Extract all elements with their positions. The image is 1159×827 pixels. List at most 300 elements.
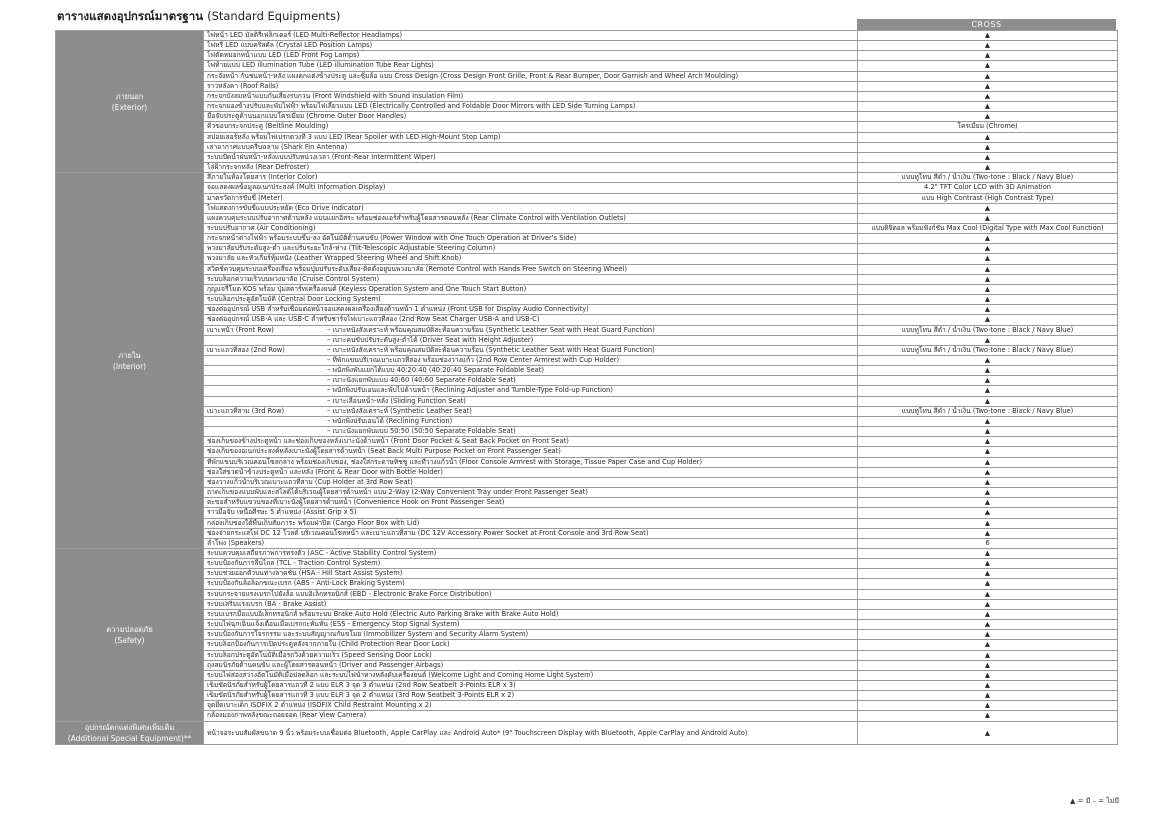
item-description: ระบบป้องกันการลื่นไถล (TCL - Traction Control System) — [207, 559, 381, 568]
cross-value-cell: 4.2" TFT Color LCD with 3D Animation — [858, 183, 1118, 193]
cross-value-cell: ▲ — [858, 640, 1118, 650]
item-description: มาตรวัดการขับขี่ (Meter) — [207, 193, 283, 202]
item-description-cell — [204, 701, 858, 711]
table-row — [56, 447, 1118, 457]
table-row — [56, 142, 1118, 152]
category-name-english: (Additional Special Equipment)** — [67, 733, 192, 743]
item-description: – เบาะหนังสังเคราะห์ (Synthetic Leather Seat) — [327, 406, 472, 415]
item-description: ช่องต่ออุปกรณ์ USB-A และ USB-C สำหรับชาร์จไฟเบาะแถวที่สอง (2nd Row Seat Charger USB-A and USB-C) — [207, 315, 540, 324]
table-row — [56, 376, 1118, 386]
item-description-cell — [204, 427, 858, 437]
item-description: สีภายในห้องโดยสาร (Interior Color) — [207, 173, 318, 182]
table-row — [56, 223, 1118, 233]
cross-value-cell: ▲ — [858, 61, 1118, 71]
item-description-cell — [204, 81, 858, 91]
cross-value-cell: ▲ — [858, 447, 1118, 457]
table-row — [56, 61, 1118, 71]
item-subgroup — [204, 336, 327, 345]
cross-value-cell: ▲ — [858, 701, 1118, 711]
cross-value-cell: ▲ — [858, 488, 1118, 498]
cross-value-cell: ▲ — [858, 650, 1118, 660]
table-row — [56, 528, 1118, 538]
item-description-cell — [204, 183, 858, 193]
table-row — [56, 416, 1118, 426]
item-description: ระบบกระจายแรงเบรกไปยังล้อ แบบอิเล็กทรอนิกส์ (EBD - Electronic Brake Force Distribution) — [207, 589, 492, 598]
table-row — [56, 173, 1118, 183]
legend-note: ▲ = มี – = ไม่มี — [1070, 797, 1120, 805]
item-description-cell — [204, 315, 858, 325]
item-description-cell — [204, 609, 858, 619]
cross-value-cell: ▲ — [858, 41, 1118, 51]
title-thai: ตารางแสดงอุปกรณ์มาตรฐาน — [57, 9, 204, 23]
item-description: – พนักพิงปรับเอนและพับไปด้านหน้า (Reclining Adjuster and Tumble-Type Fold-up Function) — [327, 386, 613, 395]
item-description: มือจับประตูด้านนอกแบบโครเมียม (Chrome Outer Door Handles) — [207, 112, 407, 121]
table-row — [56, 345, 1118, 355]
table-row — [56, 457, 1118, 467]
item-description-cell — [204, 274, 858, 284]
table-row — [56, 406, 1118, 416]
cross-value-cell: ▲ — [858, 284, 1118, 294]
item-description: – พนักพิงปรับเอนได้ (Reclining Function) — [327, 416, 453, 425]
item-description-cell — [204, 284, 858, 294]
item-description: ไล่ฝ้ากระจกหลัง (Rear Defroster) — [207, 163, 310, 172]
item-subgroup: เบาะหน้า (Front Row) — [207, 325, 274, 334]
table-row — [56, 305, 1118, 315]
item-description: จุดยึดเบาะเด็ก ISOFIX 2 ตำแหน่ง (ISOFIX Child Restraint Mounting x 2) — [207, 701, 432, 710]
item-description: – เบาะหนังสังเคราะห์ พร้อมคุณสมบัติสะท้อนความร้อน (Synthetic Leather Seat with Heat Guard Function) — [327, 345, 655, 354]
title-english: (Standard Equipments) — [207, 9, 341, 23]
category-name-english: (Interior) — [112, 361, 147, 371]
item-description: ไฟท้ายแบบ LED illumination Tube (LED illumination Tube Rear Lights) — [207, 61, 434, 70]
item-description: แผงควบคุมระบบปรับอากาศด้านหลัง แบบแยกอิสระ พร้อมช่องแอร์สำหรับผู้โดยสารตอนหลัง (Rear Climate Control with Ventilation Outlets) — [207, 213, 626, 222]
cross-value-cell: แบบดิจิตอล พร้อมฟังก์ชัน Max Cool (Digital Type with Max Cool Function) — [858, 223, 1118, 233]
cross-value-cell: ▲ — [858, 91, 1118, 101]
item-description-cell — [204, 579, 858, 589]
item-description-cell — [204, 508, 858, 518]
item-description: ไฟหรี่ LED แบบคริสตัล (Crystal LED Position Lamps) — [207, 41, 373, 50]
item-description-cell — [204, 711, 858, 721]
table-row — [56, 315, 1118, 325]
cross-value-cell: แบบ High Contrast (High Contrast Type) — [858, 193, 1118, 203]
item-subgroup — [204, 386, 327, 395]
item-subgroup — [204, 376, 327, 385]
cross-value-cell: ▲ — [858, 356, 1118, 366]
cross-value-cell: ▲ — [858, 630, 1118, 640]
item-description-cell — [204, 325, 858, 335]
cross-value-cell: ▲ — [858, 274, 1118, 284]
table-row — [56, 102, 1118, 112]
item-description: ราวมือจับ เหนือศีรษะ 5 ตำแหน่ง (Assist Grip x 5) — [207, 508, 357, 517]
cross-value-cell: ▲ — [858, 559, 1118, 569]
table-row — [56, 356, 1118, 366]
item-description: – เบาะเลื่อนหน้า-หลัง (Sliding Function Seat) — [327, 396, 466, 405]
item-description-cell — [204, 721, 858, 744]
table-row — [56, 244, 1118, 254]
item-description-cell — [204, 518, 858, 528]
item-description-cell — [204, 234, 858, 244]
cross-value-cell: ▲ — [858, 335, 1118, 345]
item-description: ระบบล็อกความเร็วบนพวงมาลัย (Cruise Control System) — [207, 274, 380, 283]
equipment-table — [55, 30, 1118, 745]
table-row — [56, 427, 1118, 437]
cross-value-cell: แบบทูโทน สีดำ / น้ำเงิน (Two-tone : Black / Navy Blue) — [858, 345, 1118, 355]
item-description: กล้องมองภาพหลังขณะถอยจอด (Rear View Camera) — [207, 711, 367, 720]
item-description: – เบาะหนังสังเคราะห์ พร้อมคุณสมบัติสะท้อนความร้อน (Synthetic Leather Seat with Heat Guard Function) — [327, 325, 655, 334]
item-description: ไฟแสดงการขับขี่แบบประหยัด (Eco Drive Indicator) — [207, 203, 364, 212]
table-row — [56, 701, 1118, 711]
cross-value-cell: ▲ — [858, 81, 1118, 91]
item-description: สปอยเลอร์หลัง พร้อมไฟเบรกดวงที่ 3 แบบ LED (Rear Spoiler with LED High-Mount Stop Lamp) — [207, 132, 501, 141]
cross-value-cell: ▲ — [858, 620, 1118, 630]
table-row — [56, 213, 1118, 223]
table-row — [56, 51, 1118, 61]
cross-value-cell: ▲ — [858, 305, 1118, 315]
item-description: ช่องต่ออุปกรณ์ USB สำหรับเชื่อมต่อหน้าจอแสดงผลเครื่องเสียงด้านหน้า 1 ตำแหน่ง (Front USB for Display Audio Connectivity) — [207, 305, 589, 314]
item-description-cell — [204, 244, 858, 254]
item-description-cell — [204, 670, 858, 680]
cross-value-cell: ▲ — [858, 508, 1118, 518]
item-description: พวงมาลัยปรับระดับสูง-ต่ำ และปรับระยะใกล้-ห่าง (Tilt-Telescopic Adjustable Steering Column) — [207, 244, 496, 253]
item-description-cell — [204, 396, 858, 406]
table-row — [56, 203, 1118, 213]
item-description: จอแสดงผลข้อมูลอเนกประสงค์ (Multi Information Display) — [207, 183, 386, 192]
table-row — [56, 488, 1118, 498]
table-row — [56, 630, 1118, 640]
item-description: ช่องวางแก้วน้ำบริเวณเบาะแถวที่สาม (Cup Holder at 3rd Row Seat) — [207, 477, 413, 486]
cross-value-cell: ▲ — [858, 569, 1118, 579]
cross-value-cell: ▲ — [858, 427, 1118, 437]
cross-value-cell: ▲ — [858, 254, 1118, 264]
table-row — [56, 620, 1118, 630]
item-subgroup — [204, 356, 327, 365]
cross-value-cell: ▲ — [858, 132, 1118, 142]
item-description-cell — [204, 254, 858, 264]
item-description: – ที่พักแขนบริเวณเบาะแถวที่สอง พร้อมช่องวางแก้ว (2nd Row Center Armrest with Cup Holder) — [327, 356, 620, 364]
item-description-cell — [204, 295, 858, 305]
cross-value-cell: ▲ — [858, 142, 1118, 152]
item-description: ระบบปรับอากาศ (Air Conditioning) — [207, 223, 316, 232]
item-description-cell — [204, 559, 858, 569]
table-row — [56, 193, 1118, 203]
cross-value-cell: ▲ — [858, 528, 1118, 538]
cross-value-cell: ▲ — [858, 681, 1118, 691]
table-row — [56, 295, 1118, 305]
item-description: ช่องเก็บของอเนกประสงค์หลังเบาะนั่งผู้โดยสารด้านหน้า (Seat Back Multi Purpose Pocket on Front Passenger Seat) — [207, 447, 561, 456]
category-name-thai: ภายใน — [118, 350, 141, 360]
cross-value-cell: ▲ — [858, 548, 1118, 558]
item-description: ระบบช่วยออกตัวบนทางลาดชัน (HSA - Hill Start Assist System) — [207, 569, 403, 578]
item-description-cell — [204, 681, 858, 691]
table-row — [56, 579, 1118, 589]
item-description-cell — [204, 122, 858, 132]
item-description-cell — [204, 569, 858, 579]
item-description: พวงมาลัย และหัวเกียร์หุ้มหนัง (Leather Wrapped Steering Wheel and Shift Knob) — [207, 254, 462, 263]
item-description-cell — [204, 203, 858, 213]
item-description-cell — [204, 102, 858, 112]
item-description-cell — [204, 305, 858, 315]
cross-value-cell: ▲ — [858, 234, 1118, 244]
cross-value-cell: ▲ — [858, 163, 1118, 173]
cross-value-cell: ▲ — [858, 660, 1118, 670]
item-description-cell — [204, 467, 858, 477]
table-row — [56, 609, 1118, 619]
item-description-cell — [204, 620, 858, 630]
table-row — [56, 366, 1118, 376]
table-row — [56, 112, 1118, 122]
item-description: เข็มขัดนิรภัยสำหรับผู้โดยสารแถวที่ 2 แบบ ELR 3 จุด 3 ตำแหน่ง (2nd Row Seatbelt 3-Points ELR x 3) — [207, 681, 516, 689]
item-description-cell — [204, 548, 858, 558]
category-cell — [56, 173, 204, 549]
item-description-cell — [204, 264, 858, 274]
item-description-cell — [204, 691, 858, 701]
table-row — [56, 264, 1118, 274]
category-name-thai: ภายนอก — [115, 91, 144, 101]
item-subgroup — [204, 427, 327, 436]
item-description: ระบบล็อกประตูอัตโนมัติเมื่อรถวิ่งด้วยความเร็ว (Speed Sensing Door Lock) — [207, 650, 432, 659]
cross-value-cell: ▲ — [858, 213, 1118, 223]
item-subgroup — [204, 397, 327, 406]
item-description: กระจังหน้า กันชนหน้า-หลัง แผงตกแต่งข้างประตู และซุ้มล้อ แบบ Cross Design (Cross Design Front Grille, Front & Rear Bumper, Door Garnish and Wheel Arch Moulding) — [207, 71, 739, 80]
cross-value-cell: ▲ — [858, 264, 1118, 274]
item-description-cell — [204, 31, 858, 41]
item-description: ไฟตัดหมอกหน้าแบบ LED (LED Front Fog Lamps) — [207, 51, 360, 60]
item-description-cell — [204, 488, 858, 498]
item-description: ระบบล็อกป้องกันการเปิดประตูหลังจากภายใน (Child Protection Rear Door Lock) — [207, 640, 450, 649]
cross-value-cell: ▲ — [858, 609, 1118, 619]
cross-value-cell: แบบทูโทน สีดำ / น้ำเงิน (Two-tone : Black / Navy Blue) — [858, 325, 1118, 335]
item-description: ระบบป้องกันการโจรกรรม และระบบสัญญาณกันขโมย (Immobilizer System and Security Alarm System) — [207, 630, 529, 639]
category-name-thai: อุปกรณ์ตกแต่งพิเศษเพิ่มเติม — [84, 722, 175, 732]
item-description-cell — [204, 650, 858, 660]
item-description: ระบบล็อกประตูอัตโนมัติ (Central Door Locking System) — [207, 295, 381, 304]
cross-value-cell: ▲ — [858, 711, 1118, 721]
item-description: ช่องจ่ายกระแสไฟ DC 12 โวลต์ บริเวณคอนโซลหน้า และเบาะแถวที่สาม (DC 12V Accessory Power Socket at Front Console and 3rd Row Seat) — [207, 528, 649, 537]
category-name-english: (Safety) — [114, 635, 145, 645]
item-description-cell — [204, 538, 858, 548]
item-description: กล่องเก็บของใต้พื้นเก็บสัมภาระ พร้อมฝาปิด (Cargo Floor Box with Lid) — [207, 518, 420, 527]
item-description-cell — [204, 152, 858, 162]
item-description-cell — [204, 213, 858, 223]
item-description: – เบาะคนขับปรับระดับสูง-ต่ำได้ (Driver Seat with Height Adjuster) — [327, 335, 534, 344]
item-description-cell — [204, 223, 858, 233]
item-description: กุญแจรีโมต KOS พร้อม ปุ่มสตาร์ทเครื่องยนต์ (Keyless Operation System and One Touch Start Button) — [207, 284, 527, 293]
item-description-cell — [204, 447, 858, 457]
table-row — [56, 152, 1118, 162]
table-row — [56, 559, 1118, 569]
table-row — [56, 467, 1118, 477]
item-description-cell — [204, 142, 858, 152]
item-description: ลำโพง (Speakers) — [207, 538, 265, 547]
table-row — [56, 31, 1118, 41]
category-cell — [56, 548, 204, 721]
item-description-cell — [204, 660, 858, 670]
item-description-cell — [204, 477, 858, 487]
cross-value-cell: ▲ — [858, 721, 1118, 744]
cross-value-cell: ▲ — [858, 457, 1118, 467]
item-description-cell — [204, 112, 858, 122]
item-description: ระบบควบคุมเสถียรภาพการทรงตัว (ASC - Active Stability Control System) — [207, 548, 437, 557]
table-row — [56, 538, 1118, 548]
item-description-cell — [204, 528, 858, 538]
item-description-cell — [204, 132, 858, 142]
cross-value-cell: ▲ — [858, 376, 1118, 386]
table-row — [56, 518, 1118, 528]
table-row — [56, 498, 1118, 508]
item-description-cell — [204, 71, 858, 81]
table-row — [56, 681, 1118, 691]
table-row — [56, 569, 1118, 579]
table-row — [56, 41, 1118, 51]
item-description: ตะขอสำหรับแขวนของที่เบาะนั่งผู้โดยสารด้านหน้า (Convenience Hook on Front Passenger Seat) — [207, 498, 505, 507]
item-description-cell — [204, 51, 858, 61]
item-description: ช่องใส่ขวดน้ำข้างประตูหน้า และหลัง (Front & Rear Door with Bottle Holder) — [207, 467, 443, 476]
cross-value-cell: ▲ — [858, 437, 1118, 447]
item-description: กระจกมองข้างปรับและพับไฟฟ้า พร้อมไฟเลี้ยวแบบ LED (Electrically Controlled and Foldable Door Mirrors with LED Side Turning Lamps) — [207, 102, 636, 111]
table-row — [56, 335, 1118, 345]
cross-value-cell: ▲ — [858, 467, 1118, 477]
table-row — [56, 508, 1118, 518]
item-description: ระบบเบรกมือแบบอิเล็กทรอนิกส์ พร้อมระบบ Brake Auto Hold (Electric Auto Parking Brake with Brake Auto Hold) — [207, 609, 559, 618]
item-description: สวิตช์ควบคุมระบบเครื่องเสียง พร้อมปุ่มปรับระดับเสียง-ติดตั้งอยู่บนพวงมาลัย (Remote Control with Hands Free Switch on Steering Wheel) — [207, 264, 627, 273]
table-row — [56, 274, 1118, 284]
cross-value-cell: ▲ — [858, 71, 1118, 81]
cross-value-cell: ▲ — [858, 315, 1118, 325]
table-row — [56, 284, 1118, 294]
item-description-cell — [204, 193, 858, 203]
item-description: ระบบเสริมแรงเบรก (BA - Brake Assist) — [207, 599, 327, 608]
cross-value-cell: ▲ — [858, 112, 1118, 122]
cross-value-cell: ▲ — [858, 589, 1118, 599]
cross-value-cell: 6 — [858, 538, 1118, 548]
item-description: ระบบไฟส่องสว่างอัตโนมัติเมื่อปลดล็อก และระบบไฟนำทางหลังดับเครื่องยนต์ (Welcome Light and Coming Home Light System) — [207, 670, 594, 679]
item-description: เสาอากาศแบบครีบฉลาม (Shark Fin Antenna) — [207, 142, 348, 151]
item-subgroup — [204, 366, 327, 375]
cross-value-cell: แบบทูโทน สีดำ / น้ำเงิน (Two-tone : Black / Navy Blue) — [858, 173, 1118, 183]
item-description: กระจกหน้าต่างไฟฟ้า พร้อมระบบขึ้น-ลง อัตโนมัติด้านคนขับ (Power Window with One Touch Operation at Driver's Side) — [207, 234, 577, 243]
cross-value-cell: ▲ — [858, 31, 1118, 41]
category-name-english: (Exterior) — [111, 102, 148, 112]
category-name-thai: ความปลอดภัย — [106, 624, 153, 634]
item-description: ถาดเก็บของแบบพับและสไลด์ได้บริเวณผู้โดยสารด้านหน้า แบบ 2-Way (2-Way Convenient Tray under Front Passenger Seat) — [207, 488, 588, 497]
item-description: – พนักพิงพับแยกได้แบบ 40:20:40 (40:20:40 Separate Foldable Seat) — [327, 366, 545, 375]
cross-value-cell: แบบทูโทน สีดำ / น้ำเงิน (Two-tone : Black / Navy Blue) — [858, 406, 1118, 416]
item-description-cell — [204, 630, 858, 640]
item-description: กระจกบังลมหน้าแบบกันเสียงรบกวน (Front Windshield with Sound Insulation Film) — [207, 91, 464, 100]
item-description-cell — [204, 406, 858, 416]
table-row — [56, 234, 1118, 244]
table-row — [56, 71, 1118, 81]
item-description: – เบาะนั่งแยกพับแบบ 50:50 (50:50 Separate Foldable Seat) — [327, 427, 516, 436]
table-row — [56, 477, 1118, 487]
cross-value-cell: ▲ — [858, 518, 1118, 528]
item-subgroup: เบาะแถวที่สาม (3rd Row) — [207, 406, 285, 415]
item-description-cell — [204, 163, 858, 173]
column-header-cross: CROSS — [857, 19, 1116, 30]
item-description-cell — [204, 599, 858, 609]
table-row — [56, 254, 1118, 264]
table-row — [56, 437, 1118, 447]
table-row — [56, 122, 1118, 132]
item-description-cell — [204, 589, 858, 599]
item-subgroup: เบาะแถวที่สอง (2nd Row) — [207, 345, 285, 354]
item-description: ที่พักแขนบริเวณคอนโซลกลาง พร้อมช่องเก็บของ, ช่องใส่กระดาษทิชชู และที่วางแก้วน้ำ (Floor Console Armrest with Storage, Tissue Paper Case and Cup Holder) — [207, 457, 703, 466]
table-row — [56, 711, 1118, 721]
item-description: ช่องเก็บของข้างประตูหน้า และช่องเก็บของหลังเบาะนั่งด้านหน้า (Front Door Pocket & Seat Back Pocket on Front Seat) — [207, 437, 569, 446]
table-row — [56, 589, 1118, 599]
table-row — [56, 325, 1118, 335]
table-row — [56, 640, 1118, 650]
cross-value-cell: ▲ — [858, 477, 1118, 487]
cross-value-cell: ▲ — [858, 244, 1118, 254]
item-description: ไฟหน้า LED มัลติรีเฟล็กเตอร์ (LED Multi-Reflector Headlamps) — [207, 31, 403, 39]
cross-value-cell: ▲ — [858, 416, 1118, 426]
item-description: เข็มขัดนิรภัยสำหรับผู้โดยสารแถวที่ 3 แบบ ELR 3 จุด 2 ตำแหน่ง (3rd Row Seatbelt 3-Points ELR x 2) — [207, 691, 515, 700]
table-row — [56, 81, 1118, 91]
category-cell — [56, 721, 204, 744]
cross-value-cell: ▲ — [858, 51, 1118, 61]
item-description-cell — [204, 173, 858, 183]
item-description-cell — [204, 61, 858, 71]
table-row — [56, 548, 1118, 558]
item-description: ถุงลมนิรภัยด้านคนขับ และผู้โดยสารตอนหน้า (Driver and Passenger Airbags) — [207, 660, 444, 669]
table-row — [56, 650, 1118, 660]
cross-value-cell: ▲ — [858, 691, 1118, 701]
page-title — [57, 8, 340, 26]
table-row — [56, 132, 1118, 142]
item-description-cell — [204, 91, 858, 101]
cross-value-cell: ▲ — [858, 579, 1118, 589]
item-description-cell — [204, 345, 858, 355]
item-description: คิ้วขอบกระจกประตู (Beltline Moulding) — [207, 122, 329, 131]
item-description-cell — [204, 335, 858, 345]
item-description-cell — [204, 386, 858, 396]
cross-value-cell: ▲ — [858, 396, 1118, 406]
item-description: ระบบป้องกันล้อล็อกขณะเบรก (ABS - Anti-Lock Braking System) — [207, 579, 405, 588]
table-row — [56, 599, 1118, 609]
cross-value-cell: ▲ — [858, 102, 1118, 112]
item-description-cell — [204, 376, 858, 386]
item-description: หน้าจอระบบสัมผัสขนาด 9 นิ้ว พร้อมระบบเชื่อมต่อ Bluetooth, Apple CarPlay และ Android Auto* (9" Touchscreen Display with Bluetooth, Apple CarPlay and Android Auto) — [207, 728, 748, 737]
cross-value-cell: ▲ — [858, 498, 1118, 508]
item-description-cell — [204, 366, 858, 376]
category-cell — [56, 31, 204, 173]
cross-value-cell: ▲ — [858, 152, 1118, 162]
item-description-cell — [204, 640, 858, 650]
table-row — [56, 721, 1118, 744]
cross-value-cell: ▲ — [858, 366, 1118, 376]
item-description: ระบบไฟฉุกเฉินแจ้งเตือนเมื่อเบรกกะทันหัน (ESS - Emergency Stop Signal System) — [207, 620, 460, 629]
item-description-cell — [204, 457, 858, 467]
item-description: ระบบปัดน้ำฝนหน้า-หลังแบบปรับหน่วงเวลา (Front-Rear Intermittent Wiper) — [207, 152, 436, 161]
cross-value-cell: ▲ — [858, 203, 1118, 213]
table-row — [56, 163, 1118, 173]
cross-value-cell: ▲ — [858, 295, 1118, 305]
item-description-cell — [204, 41, 858, 51]
item-description-cell — [204, 356, 858, 366]
table-row — [56, 386, 1118, 396]
equipment-table-body — [56, 31, 1118, 745]
table-row — [56, 670, 1118, 680]
cross-value-cell: ▲ — [858, 670, 1118, 680]
cross-value-cell: โครเมียม (Chrome) — [858, 122, 1118, 132]
item-description: – เบาะนั่งแยกพับแบบ 40:60 (40:60 Separate Foldable Seat) — [327, 376, 516, 385]
table-row — [56, 396, 1118, 406]
table-row — [56, 91, 1118, 101]
item-description-cell — [204, 416, 858, 426]
table-row — [56, 660, 1118, 670]
cross-value-cell: ▲ — [858, 386, 1118, 396]
item-description: ราวหลังคา (Roof Rails) — [207, 81, 279, 90]
